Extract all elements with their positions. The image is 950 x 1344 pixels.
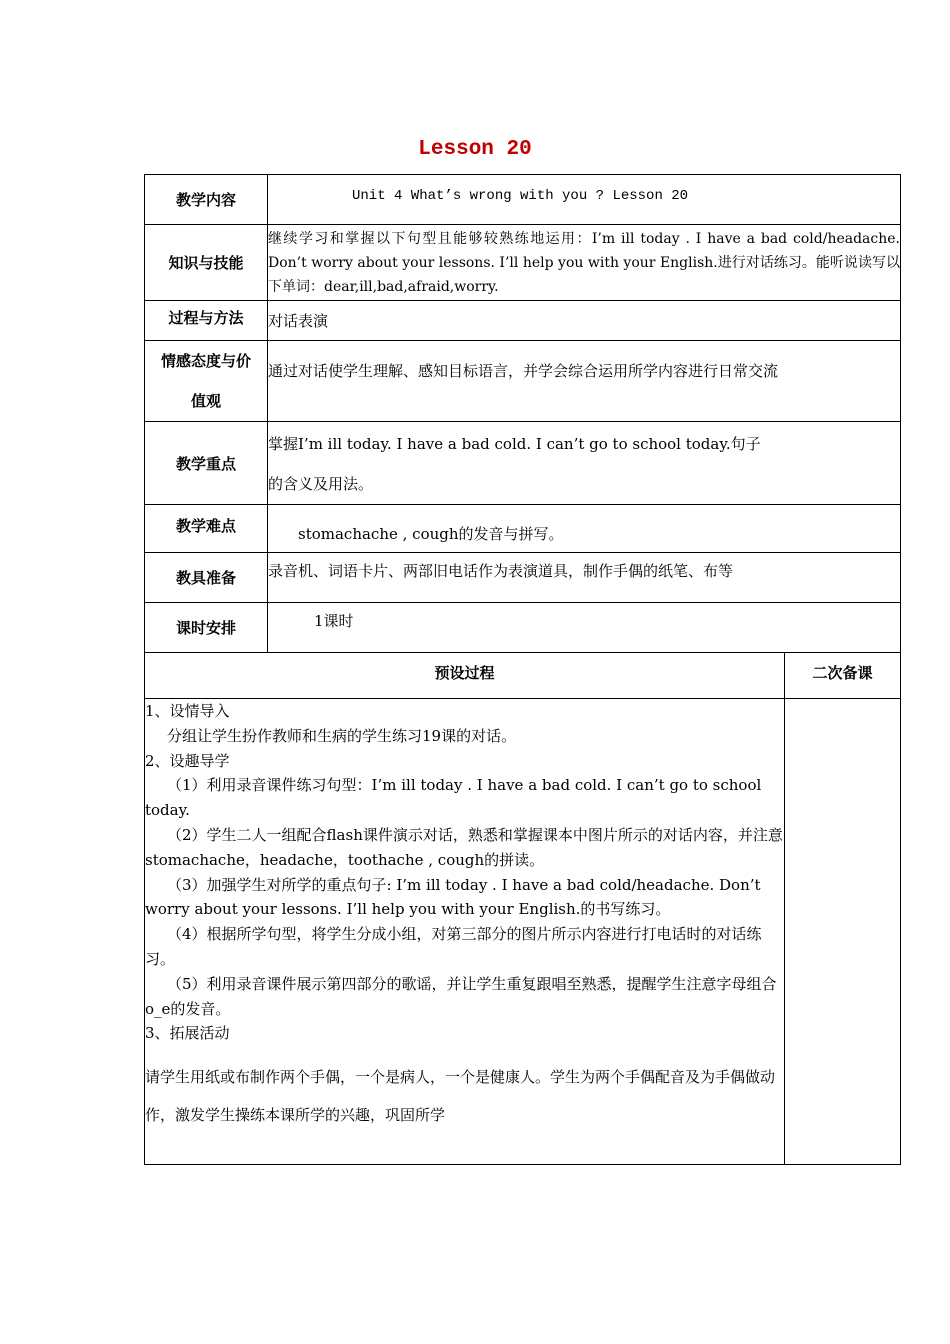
row-value: Unit 4 What’s wrong with you ? Lesson 20	[268, 175, 901, 225]
row-materials	[145, 553, 901, 603]
row-label: 教学难点	[145, 505, 268, 553]
process-line: （3）加强学生对所学的重点句子: I’m ill today . I have a bad cold/headache. Don’t worry about your lessons. I’ll help you with your English.的书写练习。	[145, 875, 761, 919]
process-header: 预设过程	[145, 653, 785, 699]
row-emotion-attitude	[145, 341, 901, 422]
document-title: Lesson 20	[418, 138, 532, 161]
process-header-row	[145, 653, 901, 699]
row-value-line: 的含义及用法。	[268, 475, 374, 493]
process-body-row	[145, 699, 901, 1165]
process-line: 3、拓展活动	[145, 1024, 230, 1043]
row-value: stomachache , cough的发音与拼写。	[268, 505, 901, 553]
process-line: 分组让学生扮作教师和生病的学生练习19课的对话。	[167, 726, 517, 745]
process-line: 1、设情导入	[145, 702, 230, 720]
process-line: 2、设趣导学	[145, 751, 230, 770]
row-value: 通过对话使学生理解、感知目标语言，并学会综合运用所学内容进行日常交流	[268, 341, 901, 422]
row-label: 教学重点	[145, 422, 268, 505]
lesson-plan-table	[144, 174, 901, 1165]
process-line: （2）学生二人一组配合flash课件演示对话，熟悉和掌握课本中图片所示的对话内容，并注意stomachache，headache，toothache , cough的拼读。	[145, 825, 783, 869]
row-key-points	[145, 422, 901, 505]
row-label: 教具准备	[145, 553, 268, 603]
row-label: 过程与方法	[145, 301, 268, 341]
process-content	[145, 699, 785, 1165]
process-line: （5）利用录音课件展示第四部分的歌谣，并让学生重复跟唱至熟悉，提醒学生注意字母组合o_e的发音。	[145, 974, 777, 1018]
process-line: 请学生用纸或布制作两个手偶，一个是病人，一个是健康人。学生为两个手偶配音及为手偶做动作，激发学生操练本课所学的兴趣，巩固所学	[145, 1068, 776, 1125]
row-value: 继续学习和掌握以下句型且能够较熟练地运用：I’m ill today . I have a bad cold/headache. Don’t worry about your lessons. I’ll help you with your English.进行对话练习。能听说读写以下单词：dear,ill,bad,afraid,worry.	[268, 225, 901, 301]
row-value-line: 掌握I’m ill today. I have a bad cold. I can’t go to school today.句子	[268, 435, 761, 453]
row-label: 知识与技能	[145, 225, 268, 301]
row-value	[268, 422, 901, 505]
row-label: 课时安排	[145, 603, 268, 653]
process-line: （1）利用录音课件练习句型：I’m ill today . I have a bad cold. I can’t go to school today.	[145, 776, 762, 820]
row-label	[145, 341, 268, 422]
process-line: （4）根据所学句型，将学生分成小组，对第三部分的图片所示内容进行打电话时的对话练习。	[145, 925, 762, 968]
row-value: 录音机、词语卡片、两部旧电话作为表演道具，制作手偶的纸笔、布等	[268, 553, 901, 603]
second-prep-cell	[785, 699, 901, 1165]
row-teaching-content	[145, 175, 901, 225]
row-value: 对话表演	[268, 301, 901, 341]
row-difficulties	[145, 505, 901, 553]
row-schedule	[145, 603, 901, 653]
row-label: 教学内容	[145, 175, 268, 225]
row-knowledge-skills	[145, 225, 901, 301]
row-process-method	[145, 301, 901, 341]
row-label-line: 值观	[190, 392, 221, 410]
row-label-line: 情感态度与价	[160, 352, 251, 370]
row-value: 1课时	[268, 603, 901, 653]
second-prep-header: 二次备课	[785, 653, 901, 699]
